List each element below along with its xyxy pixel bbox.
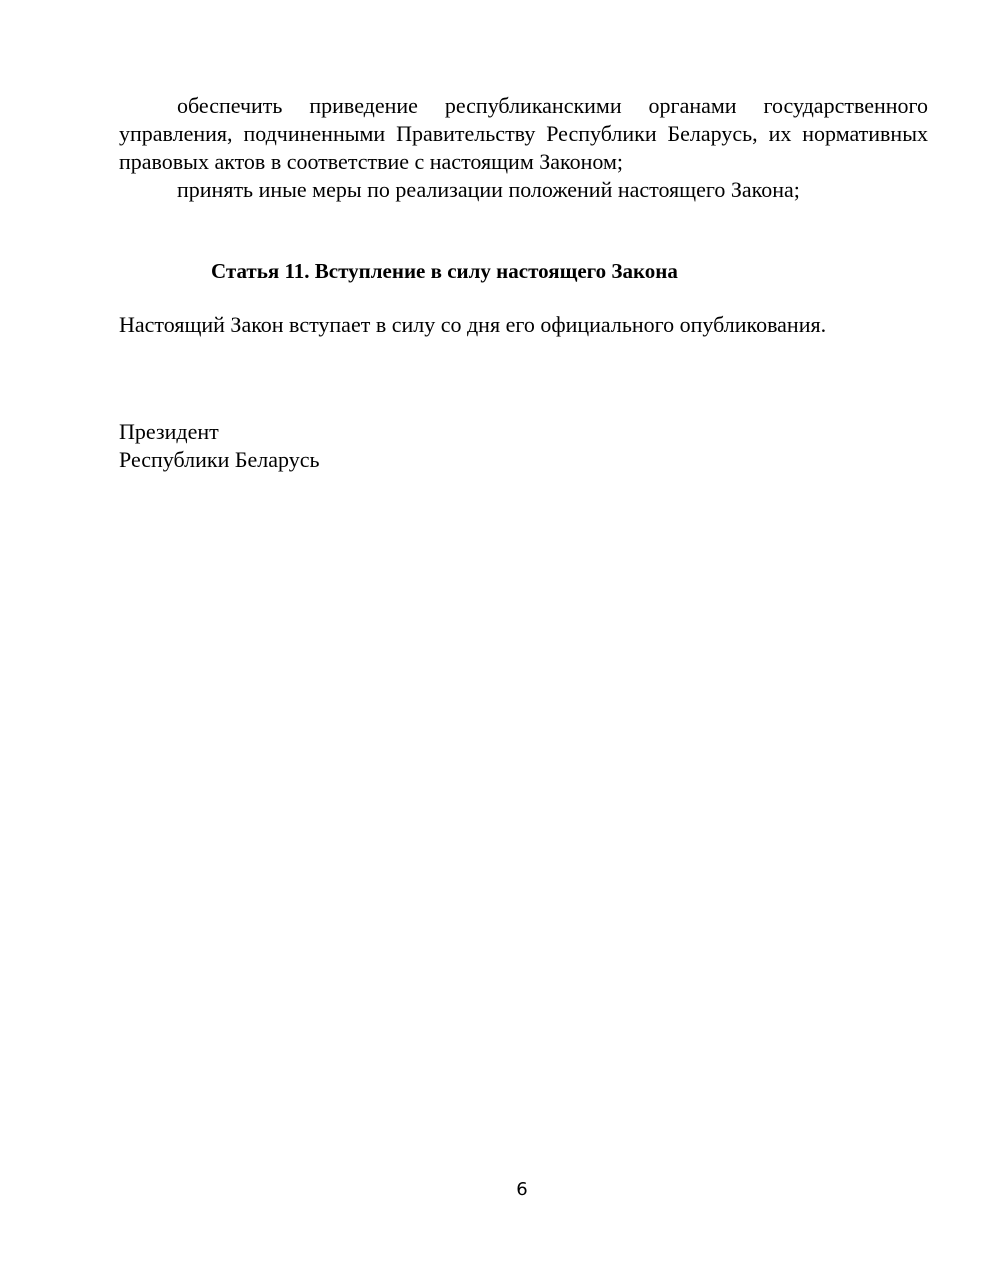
paragraph-other-measures: принять иные меры по реализации положений настоящего Закона; xyxy=(177,177,800,202)
article-text: Настоящий Закон вступает в силу со дня его официального опубликования. xyxy=(119,312,827,337)
paragraph-ensure-conformity: обеспечить приведение республиканскими органами государственного управления, подчиненными Правительству Республики Беларусь, их нормативных правовых актов в соответствие с настоящим Законом; xyxy=(119,93,928,174)
page-number: 6 xyxy=(516,1179,528,1200)
signature-title-line1: Президент xyxy=(119,419,219,444)
article-heading: Статья 11. Вступление в силу настоящего Закона xyxy=(211,259,678,283)
signature-title-line2: Республики Беларусь xyxy=(119,447,320,472)
